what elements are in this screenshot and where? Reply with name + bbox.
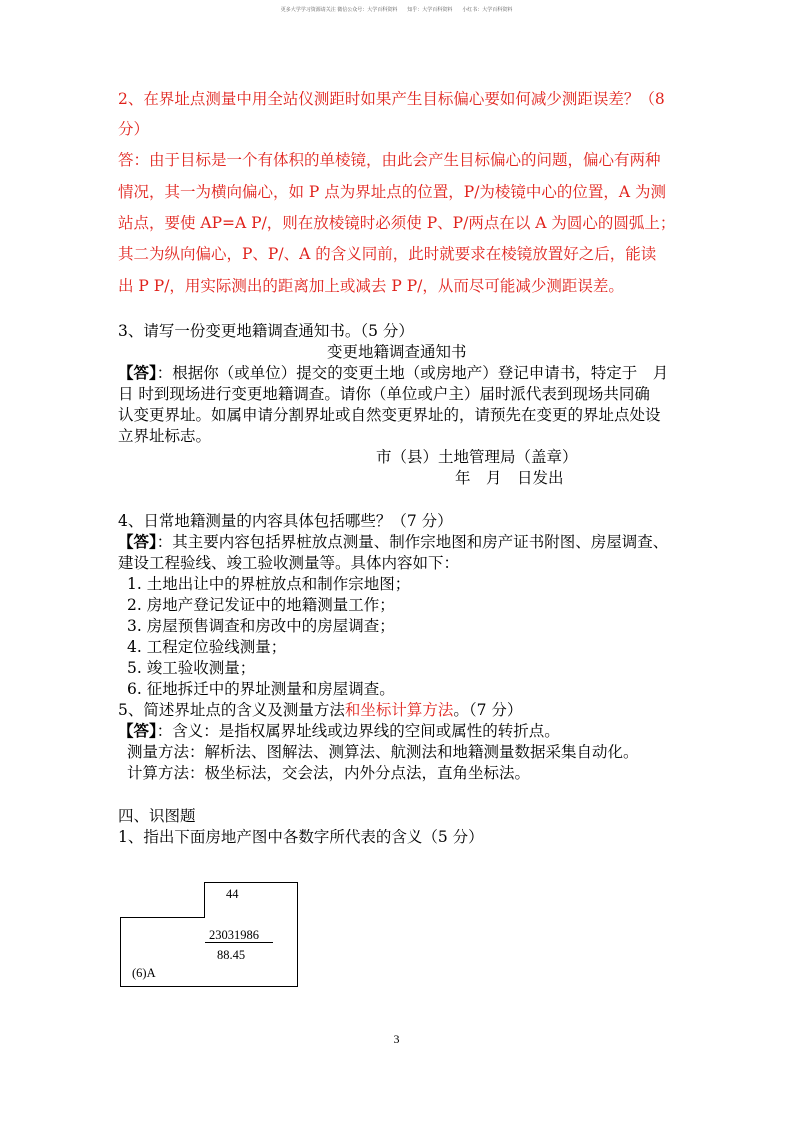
q3-answer-line: 认变更界址。如属申请分割界址或自然变更界址的，请预先在变更的界址点处设: [118, 406, 661, 424]
q4-answer-line: [118, 532, 668, 552]
q4-question: 4、日常地籍测量的内容具体包括哪些？（7 分）: [118, 512, 453, 530]
q2-answer-line: 答：由于目标是一个有体积的单棱镜，由此会产生目标偏心的问题，偏心有两种: [118, 151, 661, 169]
q4-list-item: 5. 竣工验收测量；: [127, 659, 256, 677]
q5-question-points: 。（7 分）: [453, 701, 523, 719]
q2-question-line1: 2、在界址点测量中用全站仪测距时如果产生目标偏心要如何减少测距误差？（8: [118, 90, 665, 108]
q5-answer-line: [118, 721, 560, 741]
q5-question-highlight: 和坐标计算方法: [344, 701, 454, 719]
q4-answer-line: 建设工程验线、竣工验收测量等。具体内容如下：: [118, 554, 460, 572]
q3-question: 3、请写一份变更地籍调查通知书。（5 分）: [118, 322, 414, 340]
q3-notice-title: 变更地籍调查通知书: [327, 343, 467, 361]
q4-list-item: 1. 土地出让中的界桩放点和制作宗地图；: [127, 575, 411, 593]
plan-code: 23031986: [209, 928, 259, 942]
answer-bracket: 【答】: [118, 722, 157, 740]
q5-question: [118, 700, 522, 720]
q2-answer-line: 出 P P/，用实际测出的距离加上或减去 P P/，从而尽可能减少测距误差。: [118, 277, 624, 295]
q3-answer-line: 日 时到现场进行变更地籍调查。请你（单位或户主）届时派代表到现场共同确: [118, 385, 650, 403]
plan-edge: [204, 882, 205, 918]
section-title: 四、识图题: [118, 807, 196, 825]
section4-q1: 1、指出下面房地产图中各数字所代表的含义（5 分）: [118, 828, 484, 846]
answer-bracket: 【答】: [118, 533, 157, 551]
plan-edge: [297, 882, 298, 987]
q2-answer-line: 情况，其一为横向偏心，如 P 点为界址点的位置，P/为棱镜中心的位置，A 为测: [118, 183, 667, 201]
plan-edge: [120, 917, 205, 918]
plan-label: (6)A: [132, 966, 156, 980]
q5-calc: 计算方法：极坐标法，交会法，内外分点法，直角坐标法。: [127, 764, 531, 782]
q4-answer-text: ：其主要内容包括界桩放点测量、制作宗地图和房产证书附图、房屋调查、: [156, 533, 669, 551]
plan-edge: [204, 882, 298, 883]
q3-answer-text: ：根据你（或单位）提交的变更土地（或房地产）登记申请书，特定于 月: [156, 364, 669, 382]
q3-answer-line: [118, 363, 668, 383]
q3-signature: 市（县）土地管理局（盖章）: [376, 448, 578, 466]
page-header: 更多大学学习资源请关注 微信公众号：大学百科资料 知乎：大学百科资料 小红书：大学百科资料: [280, 7, 513, 13]
plan-edge: [120, 917, 121, 987]
q5-method: 测量方法：解析法、图解法、测算法、航测法和地籍测量数据采集自动化。: [127, 743, 639, 761]
page-number: 3: [393, 1032, 400, 1046]
q3-date: 年 月 日发出: [455, 469, 564, 487]
plan-floor-number: 44: [226, 887, 239, 901]
q4-list-item: 2. 房地产登记发证中的地籍测量工作；: [127, 596, 395, 614]
q2-answer-line: 其二为纵向偏心，P、P/、A 的含义同前，此时就要求在棱镜放置好之后，能读: [118, 245, 657, 263]
q5-meaning: ：含义：是指权属界址线或边界线的空间或属性的转折点。: [156, 722, 560, 740]
answer-bracket: 【答】: [118, 364, 157, 382]
plan-area: 88.45: [217, 948, 246, 962]
plan-edge: [120, 986, 298, 987]
q2-question-line2: 分）: [118, 120, 150, 138]
q5-question-text: 5、简述界址点的含义及测量方法: [118, 701, 345, 719]
q4-list-item: 4. 工程定位验线测量；: [127, 638, 287, 656]
q2-answer-line: 站点，要使 AP=A P/，则在放棱镜时必须使 P、P/两点在以 A 为圆心的圆弧上；: [118, 214, 676, 232]
q4-list-item: 3. 房屋预售调查和房改中的房屋调查；: [127, 617, 395, 635]
q3-answer-line: 立界址标志。: [118, 427, 212, 445]
q4-list-item: 6. 征地拆迁中的界址测量和房屋调查。: [127, 680, 395, 698]
